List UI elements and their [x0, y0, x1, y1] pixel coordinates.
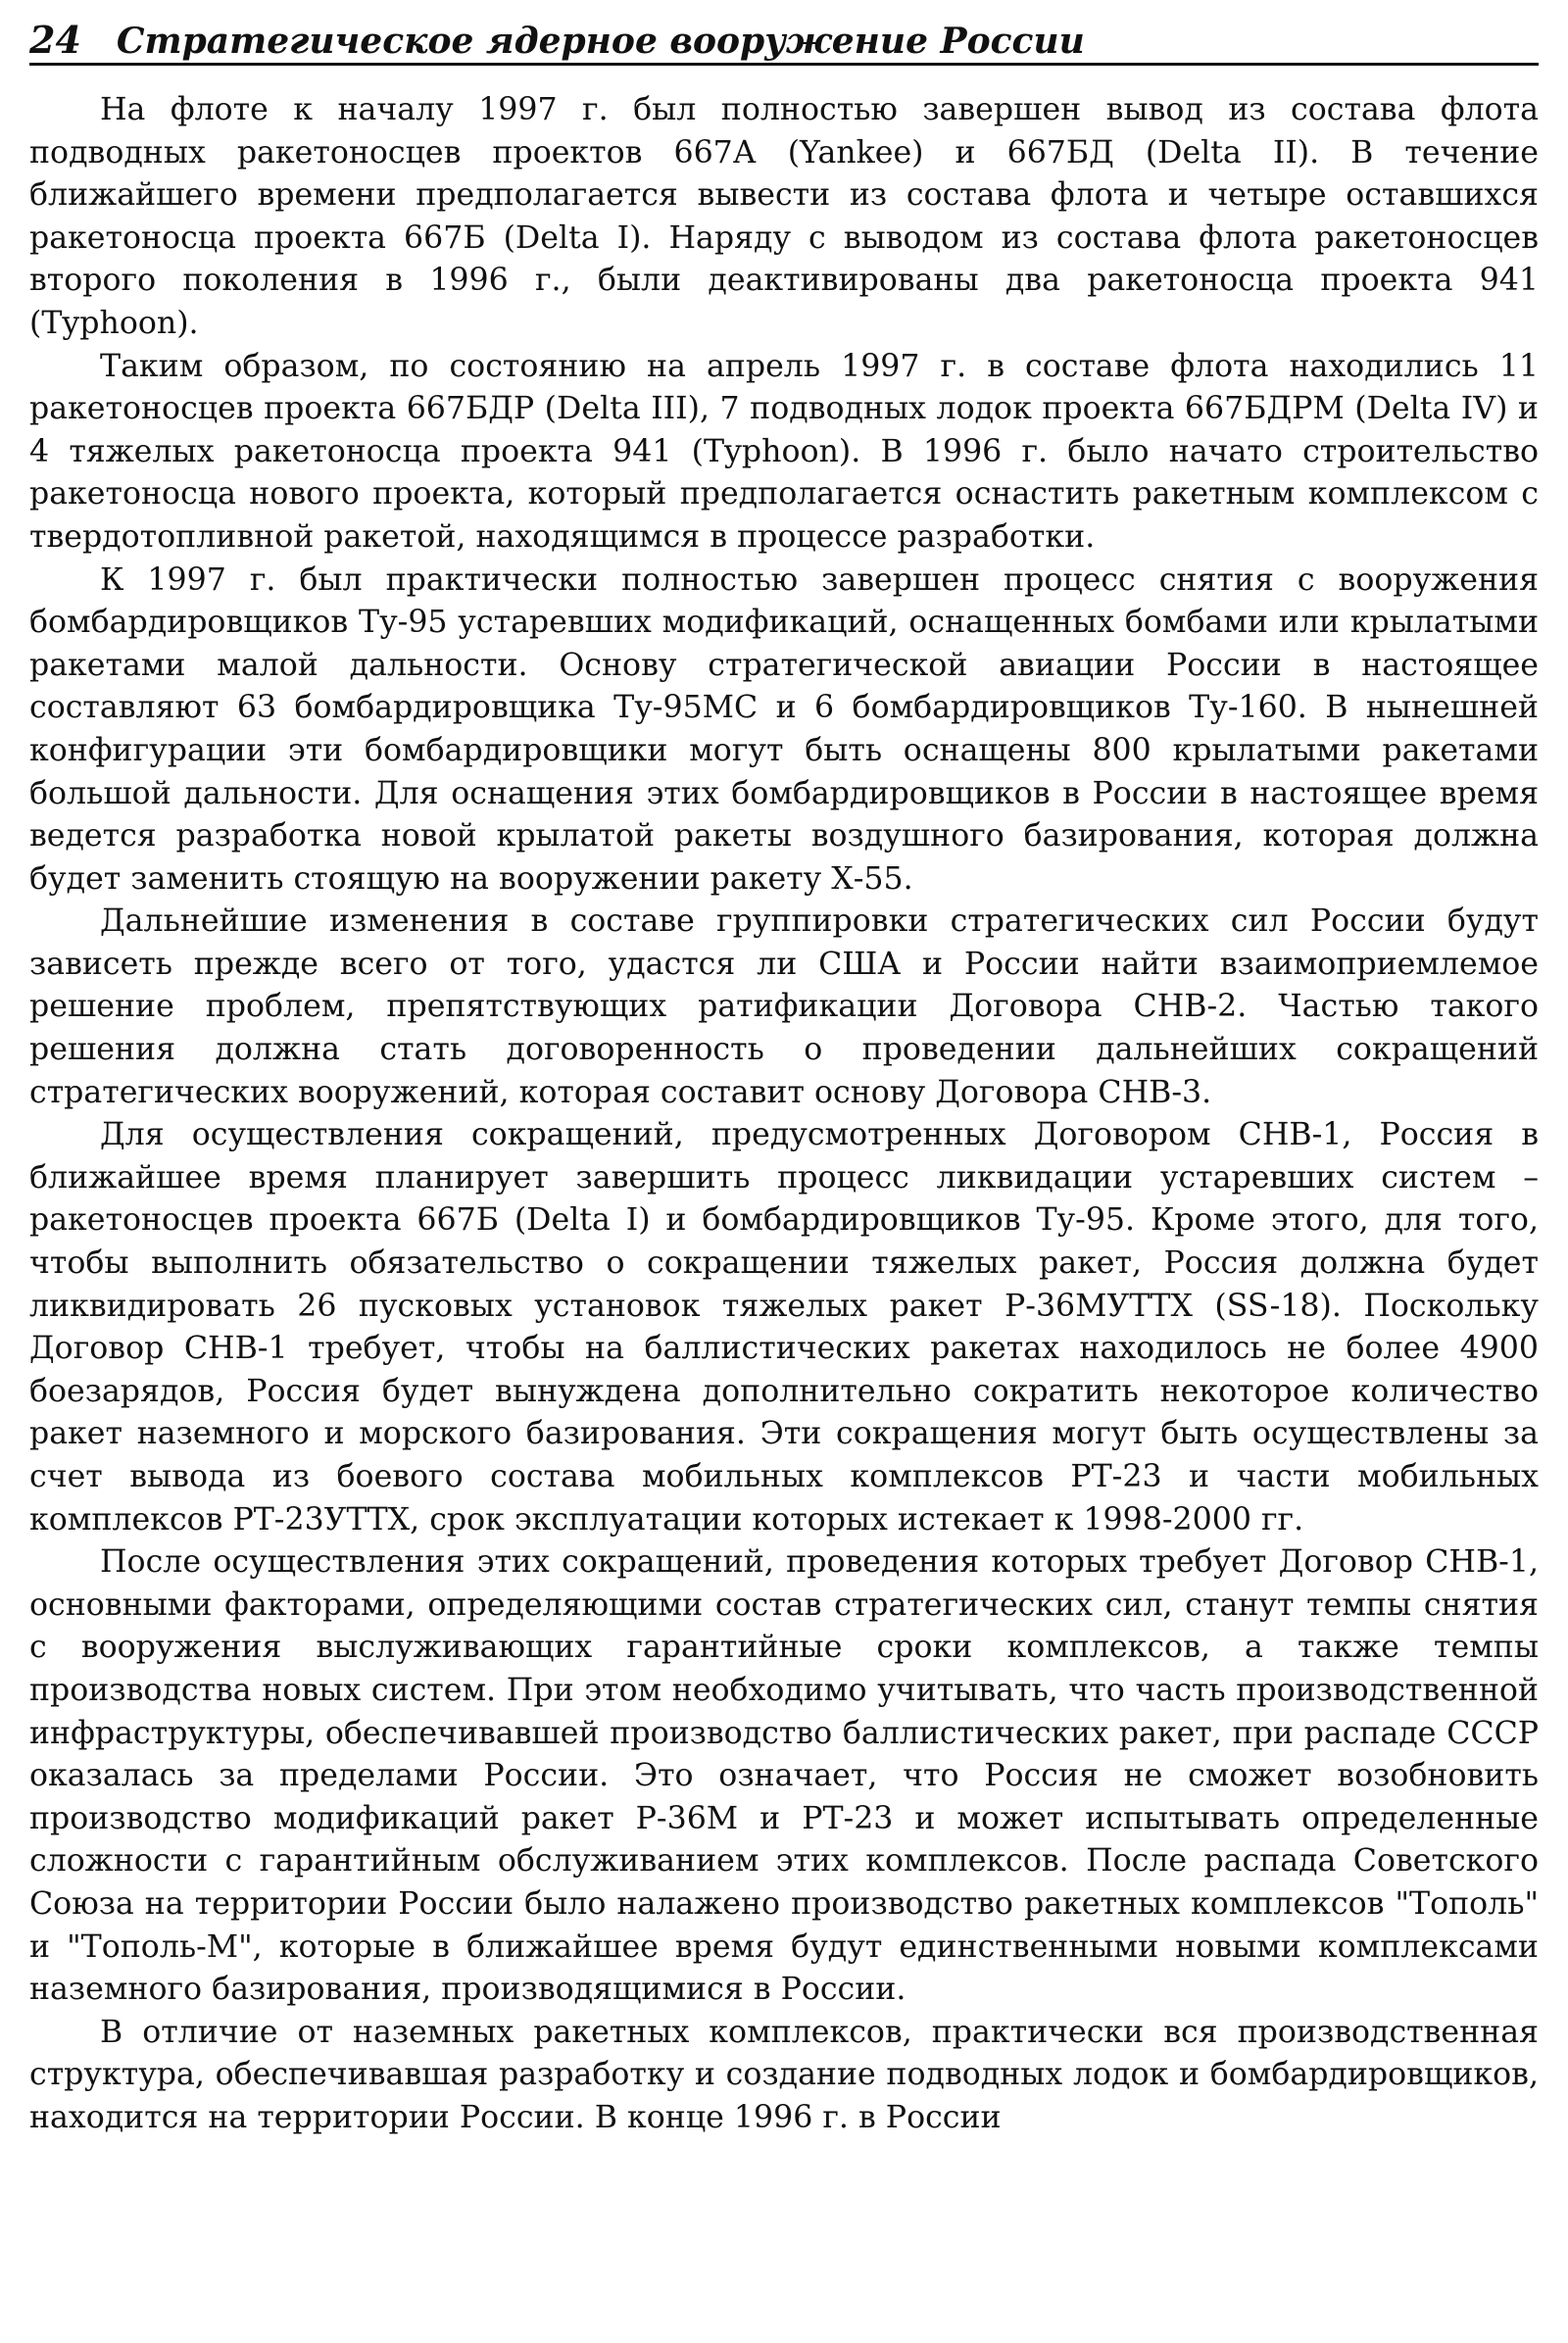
document-page	[29, 18, 1539, 2140]
book-title: Стратегическое ядерное вооружение России	[116, 21, 1085, 62]
paragraph: После осуществления этих сокращений, проведения которых требует Договор СНВ-1, основными факторами, определяющими состав стратегических сил, станут темпы снятия с вооружения выслуживающих гарантийные сроки комплексов, а также темпы производства новых систем. При этом необходимо учитывать, что часть производственной инфраструктуры, обеспечивавшей производство баллистических ракет, при распаде СССР оказалась за пределами России. Это означает, что Россия не сможет возобновить производство модификаций ракет Р-36М и РТ-23 и может испытывать определенные сложности с гарантийным обслуживанием этих комплексов. После распада Советского Союза на территории России было налажено производство ракетных комплексов "Тополь" и "Тополь-М", которые в ближайшее время будут единственными новыми комплексами наземного базирования, производящимися в России.	[29, 1544, 1539, 2008]
paragraph: Таким образом, по состоянию на апрель 1997 г. в составе флота находились 11 ракетоносцев проекта 667БДР (Delta III), 7 подводных лодок проекта 667БДРМ (Delta IV) и 4 тяжелых ракетоносца проекта 941 (Typhoon). В 1996 г. было начато строительство ракетоносца нового проекта, который предполагается оснастить ракетным комплексом с твердотопливной ракетой, находящимся в процессе разработки.	[29, 348, 1539, 555]
paragraph: Дальнейшие изменения в составе группировки стратегических сил России будут зависеть прежде всего от того, удастся ли США и России найти взаимоприемлемое решение проблем, препятствующих ратификации Договора СНВ-2. Частью такого решения должна стать договоренность о проведении дальнейших сокращений стратегических вооружений, которая составит основу Договора СНВ-3.	[29, 903, 1539, 1110]
page-number: 24	[29, 18, 81, 62]
paragraph: На флоте к началу 1997 г. был полностью завершен вывод из состава флота подводных ракетоносцев проектов 667А (Yankee) и 667БД (Delta II). В течение ближайшего времени предполагается вывести из состава флота и четыре оставшихся ракетоносца проекта 667Б (Delta I). Наряду с выводом из состава флота ракетоносцев второго поколения в 1996 г., были деактивированы два ракетоносца проекта 941 (Typhoon).	[29, 92, 1539, 341]
paragraph: Для осуществления сокращений, предусмотренных Договором СНВ-1, Россия в ближайшее время планирует завершить процесс ликвидации устаревших систем – ракетоносцев проекта 667Б (Delta I) и бомбардировщиков Ту-95. Кроме этого, для того, чтобы выполнить обязательство о сокращении тяжелых ракет, Россия должна будет ликвидировать 26 пусковых установок тяжелых ракет Р-36МУТТХ (SS-18). Поскольку Договор СНВ-1 требует, чтобы на баллистических ракетах находилось не более 4900 боезарядов, Россия будет вынуждена дополнительно сократить некоторое количество ракет наземного и морского базирования. Эти сокращения могут быть осуществлены за счет вывода из боевого состава мобильных комплексов РТ-23 и части мобильных комплексов РТ-23УТТХ, срок эксплуатации которых истекает к 1998-2000 гг.	[29, 1117, 1539, 1538]
running-header	[29, 18, 1539, 66]
paragraph: К 1997 г. был практически полностью завершен процесс снятия с вооружения бомбардировщиков Ту-95 устаревших модификаций, оснащенных бомбами или крылатыми ракетами малой дальности. Основу стратегической авиации России в настоящее составляют 63 бомбардировщика Ту-95МС и 6 бомбардировщиков Ту-160. В нынешней конфигурации эти бомбардировщики могут быть оснащены 800 крылатыми ракетами большой дальности. Для оснащения этих бомбардировщиков в России в настоящее время ведется разработка новой крылатой ракеты воздушного базирования, которая должна будет заменить стоящую на вооружении ракету Х-55.	[29, 561, 1539, 897]
paragraph: В отличие от наземных ракетных комплексов, практически вся производственная структура, обеспечивавшая разработку и создание подводных лодок и бомбардировщиков, находится на территории России. В конце 1996 г. в России	[29, 2014, 1539, 2135]
body-text	[29, 89, 1539, 2140]
